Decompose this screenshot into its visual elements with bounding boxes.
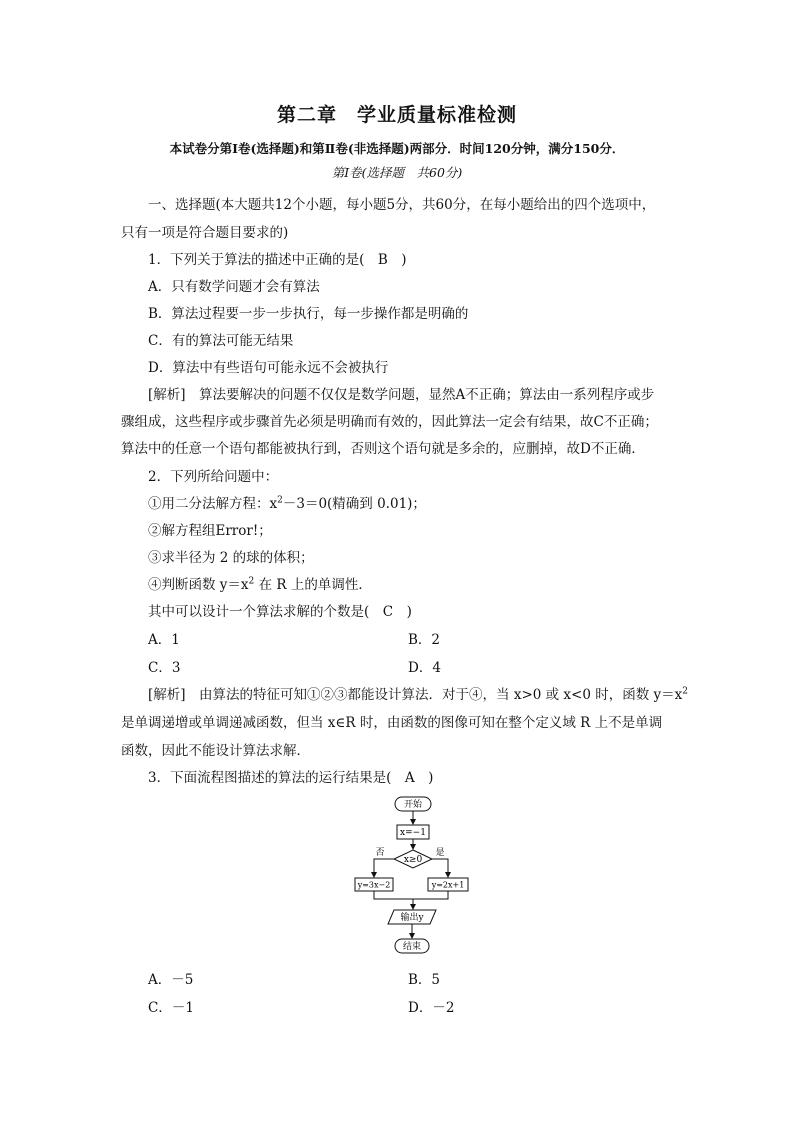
flowchart-end-label: 结束 (402, 942, 422, 952)
q3-option-c: C．－1 (148, 1000, 194, 1016)
q2-analysis-sup: 2 (682, 686, 689, 697)
q3-option-a: A．－5 (148, 972, 194, 988)
flowchart-condition-label: x≥0 (403, 855, 423, 865)
q3-stem: 3．下面流程图描述的算法的运行结果是( A ) (148, 770, 434, 786)
q3-option-d: D．－2 (408, 1000, 455, 1016)
q1-option-d: D．算法中有些语句可能永远不会被执行 (148, 360, 389, 376)
q2-analysis-line-2: 是单调递增或单调递减函数，但当 x∈R 时，由函数的图像可知在整个定义域 R 上不是单调 (121, 715, 663, 731)
q2-item-1-a: ①用二分法解方程：x (148, 496, 278, 512)
q1-option-b: B．算法过程要一步一步执行，每一步操作都是明确的 (148, 306, 469, 322)
flowchart-diagram (350, 793, 470, 958)
q2-item-1 (148, 492, 426, 512)
instructions-line-2: 只有一项是符合题目要求的) (121, 225, 289, 241)
q2-analysis-text-1: 由算法的特征可知①②③都能设计算法．对于④，当 x>0 或 x<0 时，函数 y＝x (185, 687, 683, 703)
q3-option-b: B．5 (408, 972, 441, 988)
q2-item-1-b: －3＝0(精确到 0.01)； (282, 496, 426, 512)
q1-analysis-line-2: 骤组成，这些程序或步骤首先必须是明确而有效的，因此算法一定会有结果，故C不正确； (121, 414, 658, 430)
flowchart-yes-label: 是 (435, 848, 445, 858)
q2-analysis-line-1 (148, 683, 688, 703)
flowchart-right-process-label: y=2x+1 (431, 880, 465, 890)
q1-analysis-text-1: 算法要解决的问题不仅仅是数学问题，显然A不正确；算法由一系列程序或步 (185, 387, 655, 403)
exam-intro: 本试卷分第Ⅰ卷(选择题)和第Ⅱ卷(非选择题)两部分．时间120分钟，满分150分． (169, 141, 625, 156)
q2-analysis-line-3: 函数，因此不能设计算法求解． (121, 743, 310, 759)
q1-stem: 1．下列关于算法的描述中正确的是( B ) (148, 252, 407, 268)
q1-analysis-line-1 (148, 383, 654, 403)
flowchart-start-label: 开始 (403, 800, 423, 810)
q2-stem: 2．下列所给问题中： (148, 469, 279, 485)
flowchart-output-label: 输出y (400, 913, 424, 923)
chapter-title: 第二章 学业质量标准检测 (276, 104, 517, 126)
q2-option-b: B．2 (408, 632, 441, 648)
q2-option-d: D．4 (408, 660, 441, 676)
q2-item-1-sup: 2 (277, 495, 283, 506)
q2-option-a: A．1 (148, 632, 180, 648)
q1-analysis-label: [解析] (148, 387, 186, 403)
q2-item-4 (148, 573, 372, 593)
q2-item-2: ②解方程组Error!； (148, 523, 272, 539)
flowchart-assign-label: x=−1 (400, 828, 426, 838)
q2-item-4-sup: 2 (248, 576, 255, 587)
q1-option-c: C．有的算法可能无结果 (148, 333, 294, 349)
q2-question: 其中可以设计一个算法求解的个数是( C ) (148, 604, 412, 620)
q2-analysis-label: [解析] (148, 687, 186, 703)
flowchart-no-label: 否 (375, 848, 385, 858)
instructions-line-1: 一、选择题(本大题共12个小题，每小题5分，共60分，在每小题给出的四个选项中， (148, 197, 656, 213)
q2-item-3: ③求半径为 2 的球的体积； (148, 550, 314, 566)
q2-item-4-a: ④判断函数 y＝x (148, 577, 249, 593)
q1-analysis-line-3: 算法中的任意一个语句都能被执行到，否则这个语句就是多余的，应删掉，故D不正确． (121, 441, 645, 457)
section-header: 第Ⅰ卷(选择题 共60分) (331, 165, 463, 180)
q2-option-c: C．3 (148, 660, 181, 676)
q1-option-a: A．只有数学问题才会有算法 (148, 279, 320, 295)
flowchart-left-process-label: y=3x−2 (357, 880, 391, 890)
q2-item-4-b: 在 R 上的单调性． (254, 577, 372, 593)
